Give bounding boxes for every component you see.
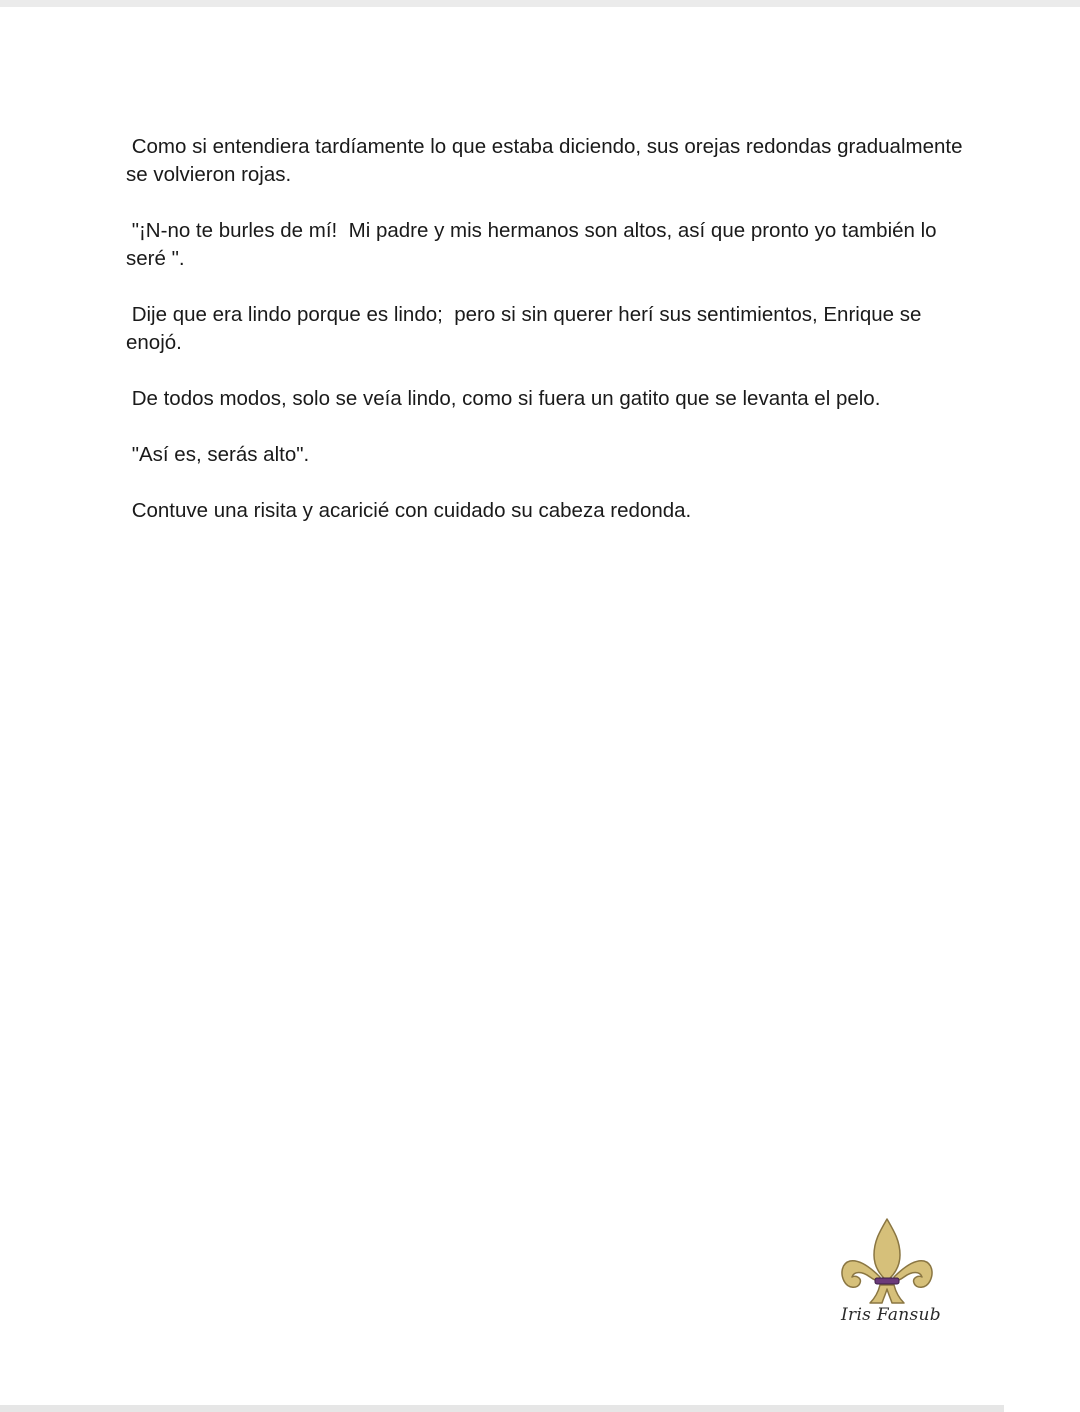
- paragraph-5: "Así es, serás alto".: [126, 443, 310, 466]
- paragraph-4: De todos modos, solo se veía lindo, como si fuera un gatito que se levanta el pelo.: [126, 387, 881, 410]
- document-body: [126, 133, 969, 553]
- document-page: [0, 7, 1080, 1405]
- fleur-de-lis-icon: [836, 1217, 946, 1305]
- paragraph-3: Dije que era lindo porque es lindo; pero si sin querer herí sus sentimientos, Enrique se enojó.: [126, 303, 928, 354]
- watermark-logo: [836, 1217, 946, 1337]
- bottom-edge: [0, 1405, 1004, 1412]
- paragraph-2: "¡N-no te burles de mí! Mi padre y mis hermanos son altos, así que pronto yo también lo seré ".: [126, 219, 943, 270]
- watermark-text: Iris Fansub: [841, 1305, 941, 1325]
- paragraph-6: Contuve una risita y acaricié con cuidado su cabeza redonda.: [126, 499, 692, 522]
- top-edge: [0, 0, 1080, 7]
- paragraph-1: Como si entendiera tardíamente lo que estaba diciendo, sus orejas redondas gradualmente se volvieron rojas.: [126, 135, 969, 186]
